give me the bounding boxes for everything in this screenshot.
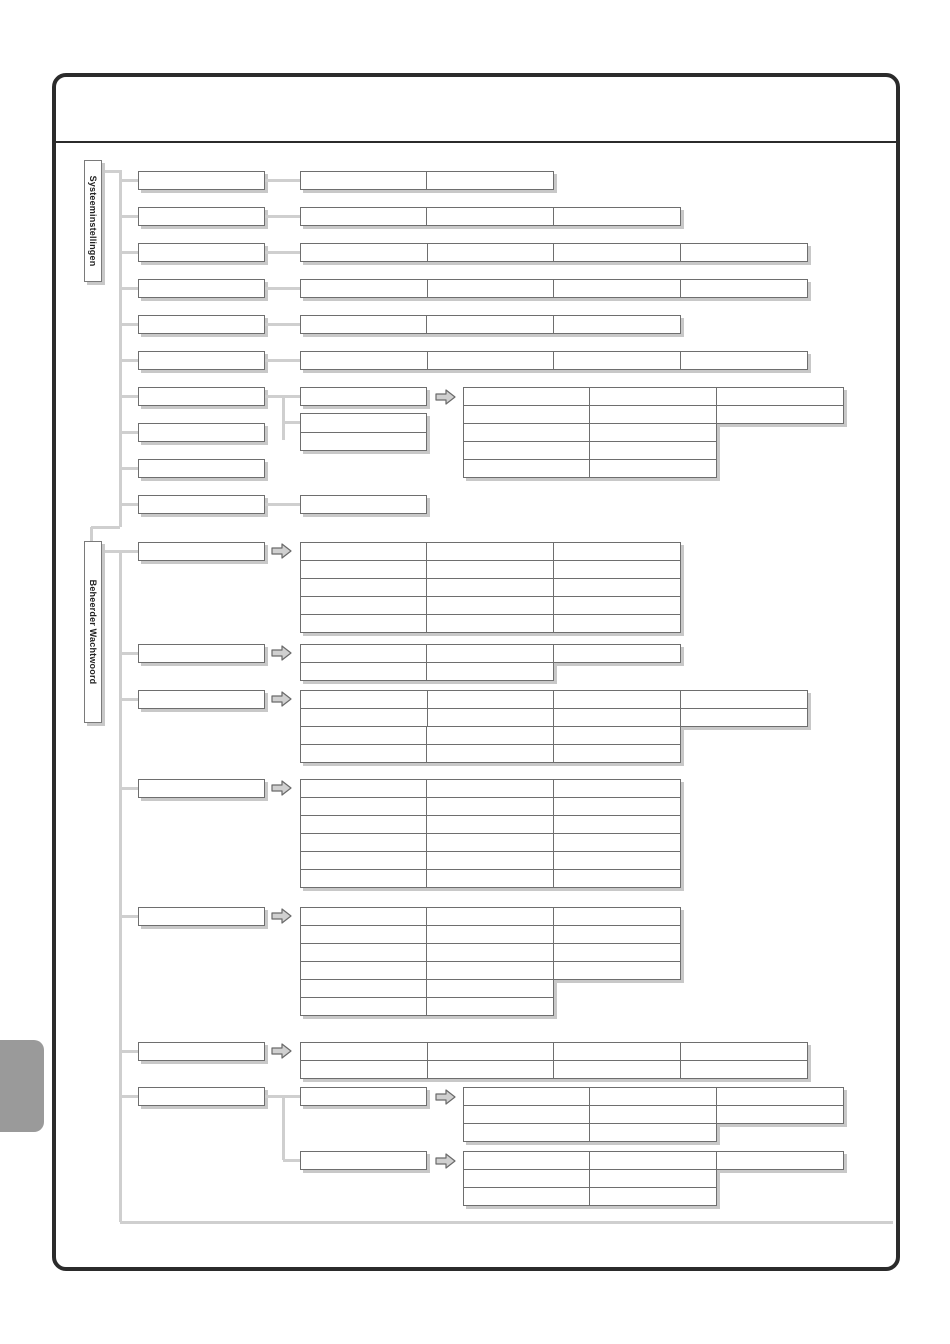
setting-cell [301, 852, 427, 869]
setting-cell [301, 172, 427, 189]
setting-cell [464, 1188, 590, 1205]
setting-cell [554, 780, 680, 797]
setting-cell [301, 691, 428, 708]
menu-item-box[interactable] [138, 495, 265, 514]
grid-row[interactable] [300, 943, 681, 962]
menu-item-box[interactable] [300, 387, 427, 406]
setting-cell [427, 316, 553, 333]
grid-row[interactable] [300, 614, 681, 633]
setting-cell [428, 691, 555, 708]
grid-row[interactable] [463, 1087, 844, 1106]
setting-cell [554, 280, 681, 297]
connector-line [265, 215, 300, 218]
connector-line [120, 179, 138, 182]
setting-cell [590, 388, 716, 405]
menu-item-box[interactable] [138, 1042, 265, 1061]
setting-cell [554, 852, 680, 869]
setting-cell [554, 1061, 681, 1078]
connector-line [120, 215, 138, 218]
setting-cell [554, 926, 680, 943]
grid-row[interactable] [463, 387, 844, 406]
grid-row[interactable] [300, 644, 681, 663]
grid-row[interactable] [300, 979, 554, 998]
connector-line [120, 395, 138, 398]
connector-line [120, 698, 138, 701]
connector-line [282, 396, 285, 440]
setting-cell [681, 709, 808, 726]
setting-cell [554, 908, 680, 925]
setting-cell [427, 816, 553, 833]
setting-cell [464, 388, 590, 405]
setting-cell [427, 745, 553, 762]
grid-row[interactable] [300, 596, 681, 615]
setting-cell [427, 663, 553, 680]
right-arrow-icon [271, 908, 293, 924]
setting-cell [554, 727, 680, 744]
setting-cell [554, 615, 680, 632]
setting-cell [301, 709, 428, 726]
setting-cell [464, 1170, 590, 1187]
connector-line [120, 287, 138, 290]
grid-row[interactable] [300, 578, 681, 597]
header-rule [56, 141, 896, 143]
connector-line [265, 359, 300, 362]
grid-row[interactable] [300, 815, 681, 834]
menu-item-box[interactable] [138, 423, 265, 442]
grid-row[interactable] [463, 459, 717, 478]
connector-line [120, 251, 138, 254]
setting-cell [427, 998, 553, 1015]
connector-line [120, 1221, 893, 1224]
chapter-side-tab [0, 1040, 44, 1132]
setting-cell [427, 645, 553, 662]
setting-cell [427, 561, 553, 578]
setting-cell [554, 816, 680, 833]
grid-row[interactable] [300, 708, 808, 727]
setting-cell [301, 561, 427, 578]
grid-row[interactable] [300, 542, 681, 561]
setting-cell [428, 1061, 555, 1078]
grid-row[interactable] [300, 432, 427, 451]
connector-line [120, 359, 138, 362]
setting-cell [590, 1124, 716, 1141]
menu-item-box[interactable] [138, 315, 265, 334]
setting-cell [301, 727, 427, 744]
setting-cell [301, 798, 427, 815]
setting-cell [554, 798, 680, 815]
setting-cell [427, 727, 553, 744]
setting-cell [301, 433, 426, 450]
admin-password-label-text: Beheerder Wachtwoord [88, 579, 98, 685]
grid-row[interactable] [300, 560, 681, 579]
grid-row[interactable] [300, 744, 681, 763]
setting-cell [301, 834, 427, 851]
menu-item-box[interactable] [138, 459, 265, 478]
setting-cell [427, 834, 553, 851]
setting-cell [554, 691, 681, 708]
setting-cell [554, 561, 680, 578]
setting-cell [301, 579, 427, 596]
setting-cell [554, 944, 680, 961]
right-arrow-icon [271, 780, 293, 796]
setting-cell [554, 352, 681, 369]
grid-row[interactable] [300, 1042, 808, 1061]
setting-cell [427, 579, 553, 596]
grid-row[interactable] [300, 961, 681, 980]
setting-row[interactable] [300, 279, 808, 298]
connector-line [265, 323, 300, 326]
connector-line [120, 503, 138, 506]
grid-row[interactable] [463, 405, 844, 424]
grid-row[interactable] [300, 833, 681, 852]
setting-cell [428, 244, 555, 261]
setting-cell [427, 172, 553, 189]
grid-row[interactable] [463, 1105, 844, 1124]
setting-cell [427, 798, 553, 815]
setting-cell [464, 406, 590, 423]
setting-cell [681, 280, 808, 297]
setting-cell [301, 615, 427, 632]
setting-cell [717, 388, 843, 405]
setting-cell [590, 442, 716, 459]
setting-cell [590, 406, 716, 423]
connector-line [120, 467, 138, 470]
grid-row[interactable] [300, 907, 681, 926]
connector-line [283, 1159, 300, 1162]
setting-cell [301, 352, 428, 369]
setting-cell [590, 460, 716, 477]
setting-cell [554, 962, 680, 979]
setting-cell [681, 1061, 808, 1078]
setting-cell [464, 424, 590, 441]
setting-cell [301, 816, 427, 833]
setting-row[interactable] [300, 315, 681, 334]
setting-cell [301, 597, 427, 614]
connector-line [120, 431, 138, 434]
connector-line [120, 1050, 138, 1053]
grid-row[interactable] [300, 869, 681, 888]
setting-cell [428, 1043, 555, 1060]
setting-cell [464, 460, 590, 477]
setting-cell [301, 908, 427, 925]
setting-cell [427, 980, 553, 997]
setting-cell [301, 316, 427, 333]
setting-cell [427, 852, 553, 869]
setting-cell [427, 208, 553, 225]
setting-cell [590, 424, 716, 441]
menu-item-box[interactable] [138, 387, 265, 406]
setting-row[interactable] [300, 243, 808, 262]
setting-cell [427, 926, 553, 943]
setting-cell [428, 709, 555, 726]
setting-cell [464, 442, 590, 459]
admin-password-label [84, 541, 102, 723]
setting-cell [427, 543, 553, 560]
setting-cell [554, 316, 680, 333]
setting-cell [554, 1043, 681, 1060]
setting-cell [554, 745, 680, 762]
menu-item-box[interactable] [138, 907, 265, 926]
setting-cell [554, 645, 680, 662]
grid-row[interactable] [463, 1187, 717, 1206]
setting-cell [464, 1152, 590, 1169]
setting-cell [590, 1170, 716, 1187]
grid-row[interactable] [463, 1151, 844, 1170]
connector-line [265, 287, 300, 290]
connector-line [90, 527, 93, 541]
grid-row[interactable] [300, 925, 681, 944]
grid-row[interactable] [300, 779, 681, 798]
connector-line [265, 179, 300, 182]
right-arrow-icon [435, 1153, 457, 1169]
grid-row[interactable] [463, 1123, 717, 1142]
setting-cell [301, 980, 427, 997]
setting-cell [681, 244, 808, 261]
connector-line [120, 323, 138, 326]
setting-cell [301, 244, 428, 261]
grid-row[interactable] [300, 662, 554, 681]
setting-cell [427, 597, 553, 614]
setting-cell [428, 352, 555, 369]
setting-cell [301, 280, 428, 297]
grid-row[interactable] [300, 797, 681, 816]
setting-cell [554, 834, 680, 851]
menu-item-box[interactable] [138, 1087, 265, 1106]
setting-row[interactable] [300, 207, 681, 226]
grid-row[interactable] [463, 423, 717, 442]
connector-line [102, 170, 120, 173]
setting-cell [717, 406, 843, 423]
system-settings-label [84, 160, 102, 282]
menu-item-box[interactable] [138, 779, 265, 798]
connector-line [265, 503, 300, 506]
setting-cell [427, 615, 553, 632]
connector-line [91, 526, 120, 529]
menu-item-box[interactable] [300, 1087, 427, 1106]
connector-line [102, 550, 120, 553]
connector-line [120, 652, 138, 655]
setting-row[interactable] [300, 351, 808, 370]
connector-line [265, 251, 300, 254]
setting-cell [717, 1106, 843, 1123]
setting-cell [554, 870, 680, 887]
connector-line [120, 550, 138, 553]
right-arrow-icon [271, 691, 293, 707]
grid-row[interactable] [300, 997, 554, 1016]
setting-cell [301, 998, 427, 1015]
setting-cell [427, 908, 553, 925]
grid-row[interactable] [300, 851, 681, 870]
setting-cell [464, 1088, 590, 1105]
setting-cell [554, 597, 680, 614]
setting-cell [590, 1106, 716, 1123]
setting-cell [590, 1088, 716, 1105]
connector-line [120, 915, 138, 918]
setting-cell [681, 1043, 808, 1060]
grid-row[interactable] [300, 726, 681, 745]
setting-cell [717, 1152, 843, 1169]
setting-cell [590, 1188, 716, 1205]
connector-line [119, 170, 122, 527]
menu-item-box[interactable] [138, 542, 265, 561]
setting-cell [301, 780, 427, 797]
menu-item-box[interactable] [300, 1151, 427, 1170]
system-settings-label-text: Systeeminstellingen [88, 175, 98, 267]
setting-cell [301, 496, 426, 513]
connector-line [283, 421, 300, 424]
setting-cell [681, 691, 808, 708]
right-arrow-icon [435, 389, 457, 405]
setting-row[interactable] [300, 171, 554, 190]
setting-cell [717, 1088, 843, 1105]
menu-item-box[interactable] [138, 279, 265, 298]
setting-cell [301, 870, 427, 887]
menu-item-box[interactable] [138, 690, 265, 709]
setting-cell [590, 1152, 716, 1169]
setting-cell [464, 1124, 590, 1141]
setting-cell [554, 579, 680, 596]
setting-cell [301, 1061, 428, 1078]
setting-cell [301, 926, 427, 943]
menu-item-box[interactable] [138, 644, 265, 663]
setting-cell [301, 745, 427, 762]
setting-cell [427, 962, 553, 979]
setting-cell [427, 780, 553, 797]
setting-cell [301, 645, 427, 662]
setting-row[interactable] [300, 495, 427, 514]
setting-cell [427, 944, 553, 961]
setting-cell [428, 280, 555, 297]
setting-cell [554, 208, 680, 225]
setting-cell [464, 1106, 590, 1123]
menu-item-box[interactable] [138, 207, 265, 226]
setting-cell [301, 1043, 428, 1060]
grid-row[interactable] [463, 1169, 717, 1188]
setting-cell [301, 543, 427, 560]
setting-cell [301, 962, 427, 979]
menu-item-box[interactable] [138, 351, 265, 370]
right-arrow-icon [271, 645, 293, 661]
setting-cell [554, 543, 680, 560]
connector-line [120, 787, 138, 790]
setting-cell [681, 352, 808, 369]
grid-row[interactable] [300, 690, 808, 709]
right-arrow-icon [271, 543, 293, 559]
menu-item-box[interactable] [138, 171, 265, 190]
setting-cell [427, 870, 553, 887]
menu-item-box[interactable] [138, 243, 265, 262]
grid-row[interactable] [463, 441, 717, 460]
connector-line [120, 1095, 138, 1098]
setting-cell [301, 944, 427, 961]
setting-cell [301, 663, 427, 680]
setting-cell [554, 709, 681, 726]
right-arrow-icon [435, 1089, 457, 1105]
right-arrow-icon [271, 1043, 293, 1059]
setting-cell [554, 244, 681, 261]
connector-line [282, 1096, 285, 1160]
setting-cell [301, 208, 427, 225]
grid-row[interactable] [300, 1060, 808, 1079]
